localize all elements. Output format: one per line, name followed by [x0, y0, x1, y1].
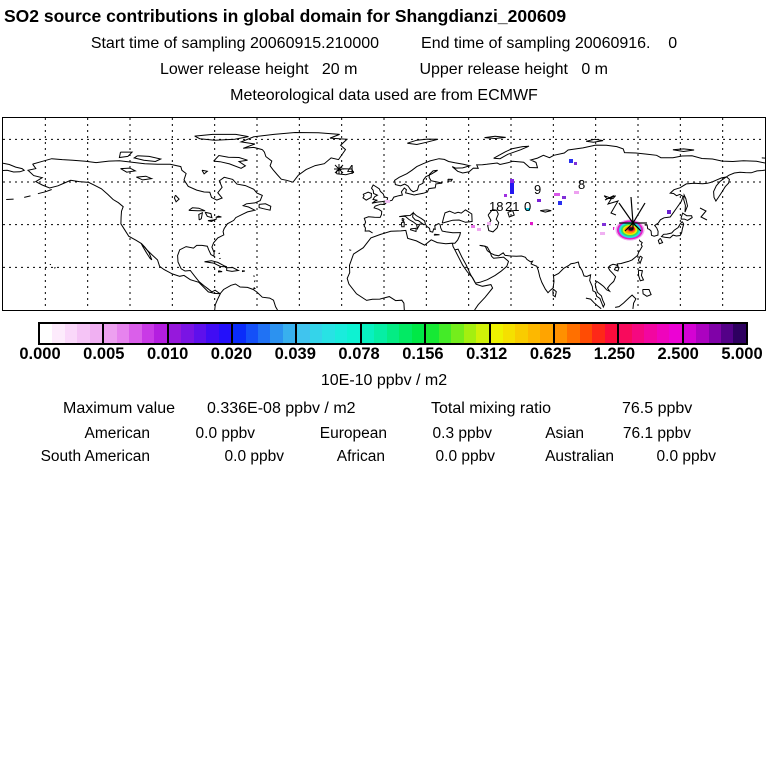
concentration-speck [569, 159, 573, 163]
colorbar-cell [233, 324, 245, 343]
coastline [205, 212, 212, 217]
colorbar-cell [194, 324, 206, 343]
concentration-speck [530, 222, 533, 225]
colorbar-cell [540, 324, 552, 343]
coastline [241, 133, 347, 183]
colorbar-cell [129, 324, 141, 343]
coastline [442, 210, 472, 223]
coastline [136, 176, 151, 180]
coastline [134, 156, 161, 162]
coastline [227, 268, 239, 272]
meteo-data-line: Meteorological data used are from ECMWF [230, 87, 538, 104]
colorbar-cell [632, 324, 644, 343]
coastline [347, 230, 492, 310]
colorbar-cell [65, 324, 77, 343]
colorbar-cell [476, 324, 488, 343]
colorbar-cell [464, 324, 476, 343]
concentration-speck [510, 179, 514, 183]
coastline [219, 271, 223, 272]
coastline [553, 289, 556, 297]
colorbar-cell [426, 324, 438, 343]
colorbar-cell [567, 324, 579, 343]
colorbar-cell [246, 324, 258, 343]
colorbar-cell [258, 324, 270, 343]
region-stat-text: African [336, 448, 385, 465]
trajectory-label: 9 [534, 182, 542, 197]
coastline [253, 287, 255, 288]
region-stat-text: American [84, 425, 150, 442]
colorbar-cell [362, 324, 374, 343]
coastline [413, 213, 460, 233]
colorbar-cell [528, 324, 540, 343]
colorbar-cell [40, 324, 52, 343]
concentration-speck [477, 228, 481, 231]
concentration-speck [471, 225, 475, 228]
region-stat-text: 76.1 ppbv [622, 425, 691, 442]
stat-text: 76.5 ppbv [622, 400, 693, 417]
colorbar-cell [669, 324, 681, 343]
colorbar-cell [142, 324, 154, 343]
colorbar-segment [167, 324, 231, 343]
colorbar-segment [295, 324, 359, 343]
region-stat-text: 0.0 ppbv [224, 448, 284, 465]
coastline [195, 134, 249, 140]
colorbar-cell [154, 324, 166, 343]
world-map [2, 117, 766, 311]
colorbar-cell [644, 324, 656, 343]
colorbar-tick-label: 0.039 [274, 345, 316, 363]
plot-title: SO2 source contributions in global domain for Shangdianzi_200609 [4, 6, 567, 26]
colorbar-cell [310, 324, 322, 343]
concentration-speck [510, 182, 514, 194]
coastline [255, 280, 256, 282]
colorbar-cell [399, 324, 411, 343]
coastline [615, 295, 636, 309]
colorbar-segment [231, 324, 295, 343]
coastline [662, 222, 684, 238]
coastline [401, 222, 404, 227]
coastline [434, 234, 439, 235]
colorbar-cell [77, 324, 89, 343]
region-stat-text: 0.3 ppbv [432, 425, 492, 442]
coastline [215, 284, 278, 310]
colorbar-tick-label: 0.078 [338, 345, 380, 363]
coastline [453, 232, 461, 243]
concentration-speck [554, 193, 560, 196]
colorbar-cell [412, 324, 424, 343]
trajectory-label: 4 [347, 162, 355, 177]
colorbar-tick-label: 0.020 [210, 345, 253, 363]
world-map-canvas [3, 118, 765, 310]
concentration-speck [667, 210, 671, 214]
colorbar-cell [297, 324, 309, 343]
colorbar-cell [451, 324, 463, 343]
region-stat-text: 0.0 ppbv [435, 448, 495, 465]
coastline [208, 219, 217, 222]
lower-release-text: Lower release height 20 m [160, 61, 358, 78]
colorbar-cell [117, 324, 129, 343]
colorbar-cell [181, 324, 193, 343]
colorbar-cell [322, 324, 334, 343]
colorbar-tick-label: 0.625 [529, 345, 572, 363]
concentration-speck [600, 232, 605, 235]
station-marker-icon [633, 203, 645, 223]
colorbar-cell [52, 324, 64, 343]
coastline [189, 208, 205, 211]
colorbar-units-label: 10E-10 ppbv / m2 [320, 372, 448, 389]
colorbar-tick-label: 0.312 [466, 345, 508, 363]
coastline [199, 213, 203, 220]
trajectory-label: 18 [489, 199, 504, 214]
coastline [141, 243, 152, 260]
coastline [54, 268, 55, 269]
colorbar-cell [206, 324, 218, 343]
colorbar-cell [733, 324, 745, 343]
concentration-speck [537, 199, 541, 202]
trajectory-label: 0 [524, 199, 532, 214]
coastline [216, 216, 222, 217]
trajectory-marker-icon [335, 165, 339, 169]
coastline [673, 149, 694, 152]
coastline [586, 298, 601, 309]
colorbar-segment [553, 324, 617, 343]
coastline [407, 139, 438, 144]
colorbar-tick-label: 0.000 [19, 345, 61, 363]
coastline [349, 250, 351, 251]
colorbar-segment [40, 324, 102, 343]
colorbar-cell [219, 324, 231, 343]
stat-text: 0.336E-08 ppbv / m2 [207, 400, 356, 417]
concentration-speck [504, 194, 507, 197]
coastline [615, 267, 620, 271]
coastline [448, 179, 452, 181]
colorbar-cell [503, 324, 515, 343]
region-stat-text: South American [40, 448, 150, 465]
coastline [455, 245, 508, 283]
end-time-text: End time of sampling 20060916. 0 [421, 35, 678, 52]
coastline [540, 210, 551, 212]
coastline [681, 213, 692, 220]
colorbar-tick-label: 1.250 [593, 345, 636, 363]
concentration-speck [562, 196, 566, 199]
colorbar-cell [169, 324, 181, 343]
region-stat-text: European [319, 425, 387, 442]
region-stat-text: 0.0 ppbv [195, 425, 255, 442]
stat-text: Total mixing ratio [431, 400, 552, 417]
trajectory-line [700, 208, 707, 220]
colorbar-cell [592, 324, 604, 343]
colorbar-cell [580, 324, 592, 343]
colorbar-cell [283, 324, 295, 343]
colorbar-cell [104, 324, 116, 343]
region-stat-text: Australian [545, 448, 614, 465]
colorbar-cell [657, 324, 669, 343]
colorbar-segment [360, 324, 424, 343]
coastline [24, 196, 30, 198]
colorbar-cell [619, 324, 631, 343]
concentration-speck [487, 222, 491, 225]
colorbar-tick-label: 5.000 [721, 345, 763, 363]
concentration-speck [602, 223, 606, 226]
trajectory-label: 8 [578, 177, 586, 192]
colorbar-tick-label: 0.005 [83, 345, 125, 363]
trajectory-label: 21 [505, 199, 520, 214]
colorbar-cell [270, 324, 282, 343]
coastline [684, 195, 688, 212]
concentration-speck [558, 201, 562, 205]
start-time-text: Start time of sampling 20060915.210000 [90, 35, 380, 52]
coastline [643, 290, 651, 297]
colorbar-cell [515, 324, 527, 343]
colorbar-cell [721, 324, 733, 343]
colorbar-segment [489, 324, 553, 343]
region-stat-text: Asian [545, 425, 584, 442]
coastline [205, 261, 227, 267]
colorbar-cell [347, 324, 359, 343]
coastline [242, 271, 245, 272]
sampling-time-line [0, 35, 768, 53]
colorbar-cell [709, 324, 721, 343]
colorbar-tick-label: 0.156 [402, 345, 444, 363]
coastline [363, 192, 372, 200]
colorbar-cell [696, 324, 708, 343]
concentration-speck [385, 200, 390, 203]
colorbar-cell [374, 324, 386, 343]
coastline [638, 270, 643, 281]
coastline [586, 139, 603, 142]
coastline [402, 218, 404, 221]
colorbar [38, 322, 748, 345]
colorbar-cell [684, 324, 696, 343]
release-height-line [0, 61, 768, 79]
colorbar-cell [555, 324, 567, 343]
coastline [202, 170, 207, 174]
colorbar-segment [102, 324, 166, 343]
coastline [364, 145, 765, 233]
trajectory-line [605, 196, 618, 215]
colorbar-segment [617, 324, 681, 343]
colorbar-segment [424, 324, 488, 343]
colorbar-tick-label: 0.010 [146, 345, 189, 363]
colorbar-segment [682, 324, 746, 343]
stat-text: Maximum value [63, 400, 176, 417]
coastline [638, 256, 642, 263]
colorbar-cell [605, 324, 617, 343]
coastline [121, 168, 136, 172]
coastline [28, 159, 262, 294]
colorbar-cell [90, 324, 102, 343]
coastline [658, 238, 662, 243]
colorbar-tick-label: 2.500 [657, 345, 699, 363]
coastline [411, 228, 417, 231]
coastline [38, 190, 52, 194]
coastline [174, 195, 179, 202]
coastline [259, 204, 271, 210]
upper-release-text: Upper release height 0 m [419, 61, 608, 78]
colorbar-cell [491, 324, 503, 343]
colorbar-cell [387, 324, 399, 343]
colorbar-cell [439, 324, 451, 343]
region-stat-text: 0.0 ppbv [656, 448, 716, 465]
colorbar-cell [335, 324, 347, 343]
coastline [3, 163, 24, 172]
concentration-speck [574, 162, 577, 165]
coastline [485, 136, 506, 138]
coastline [214, 156, 248, 169]
